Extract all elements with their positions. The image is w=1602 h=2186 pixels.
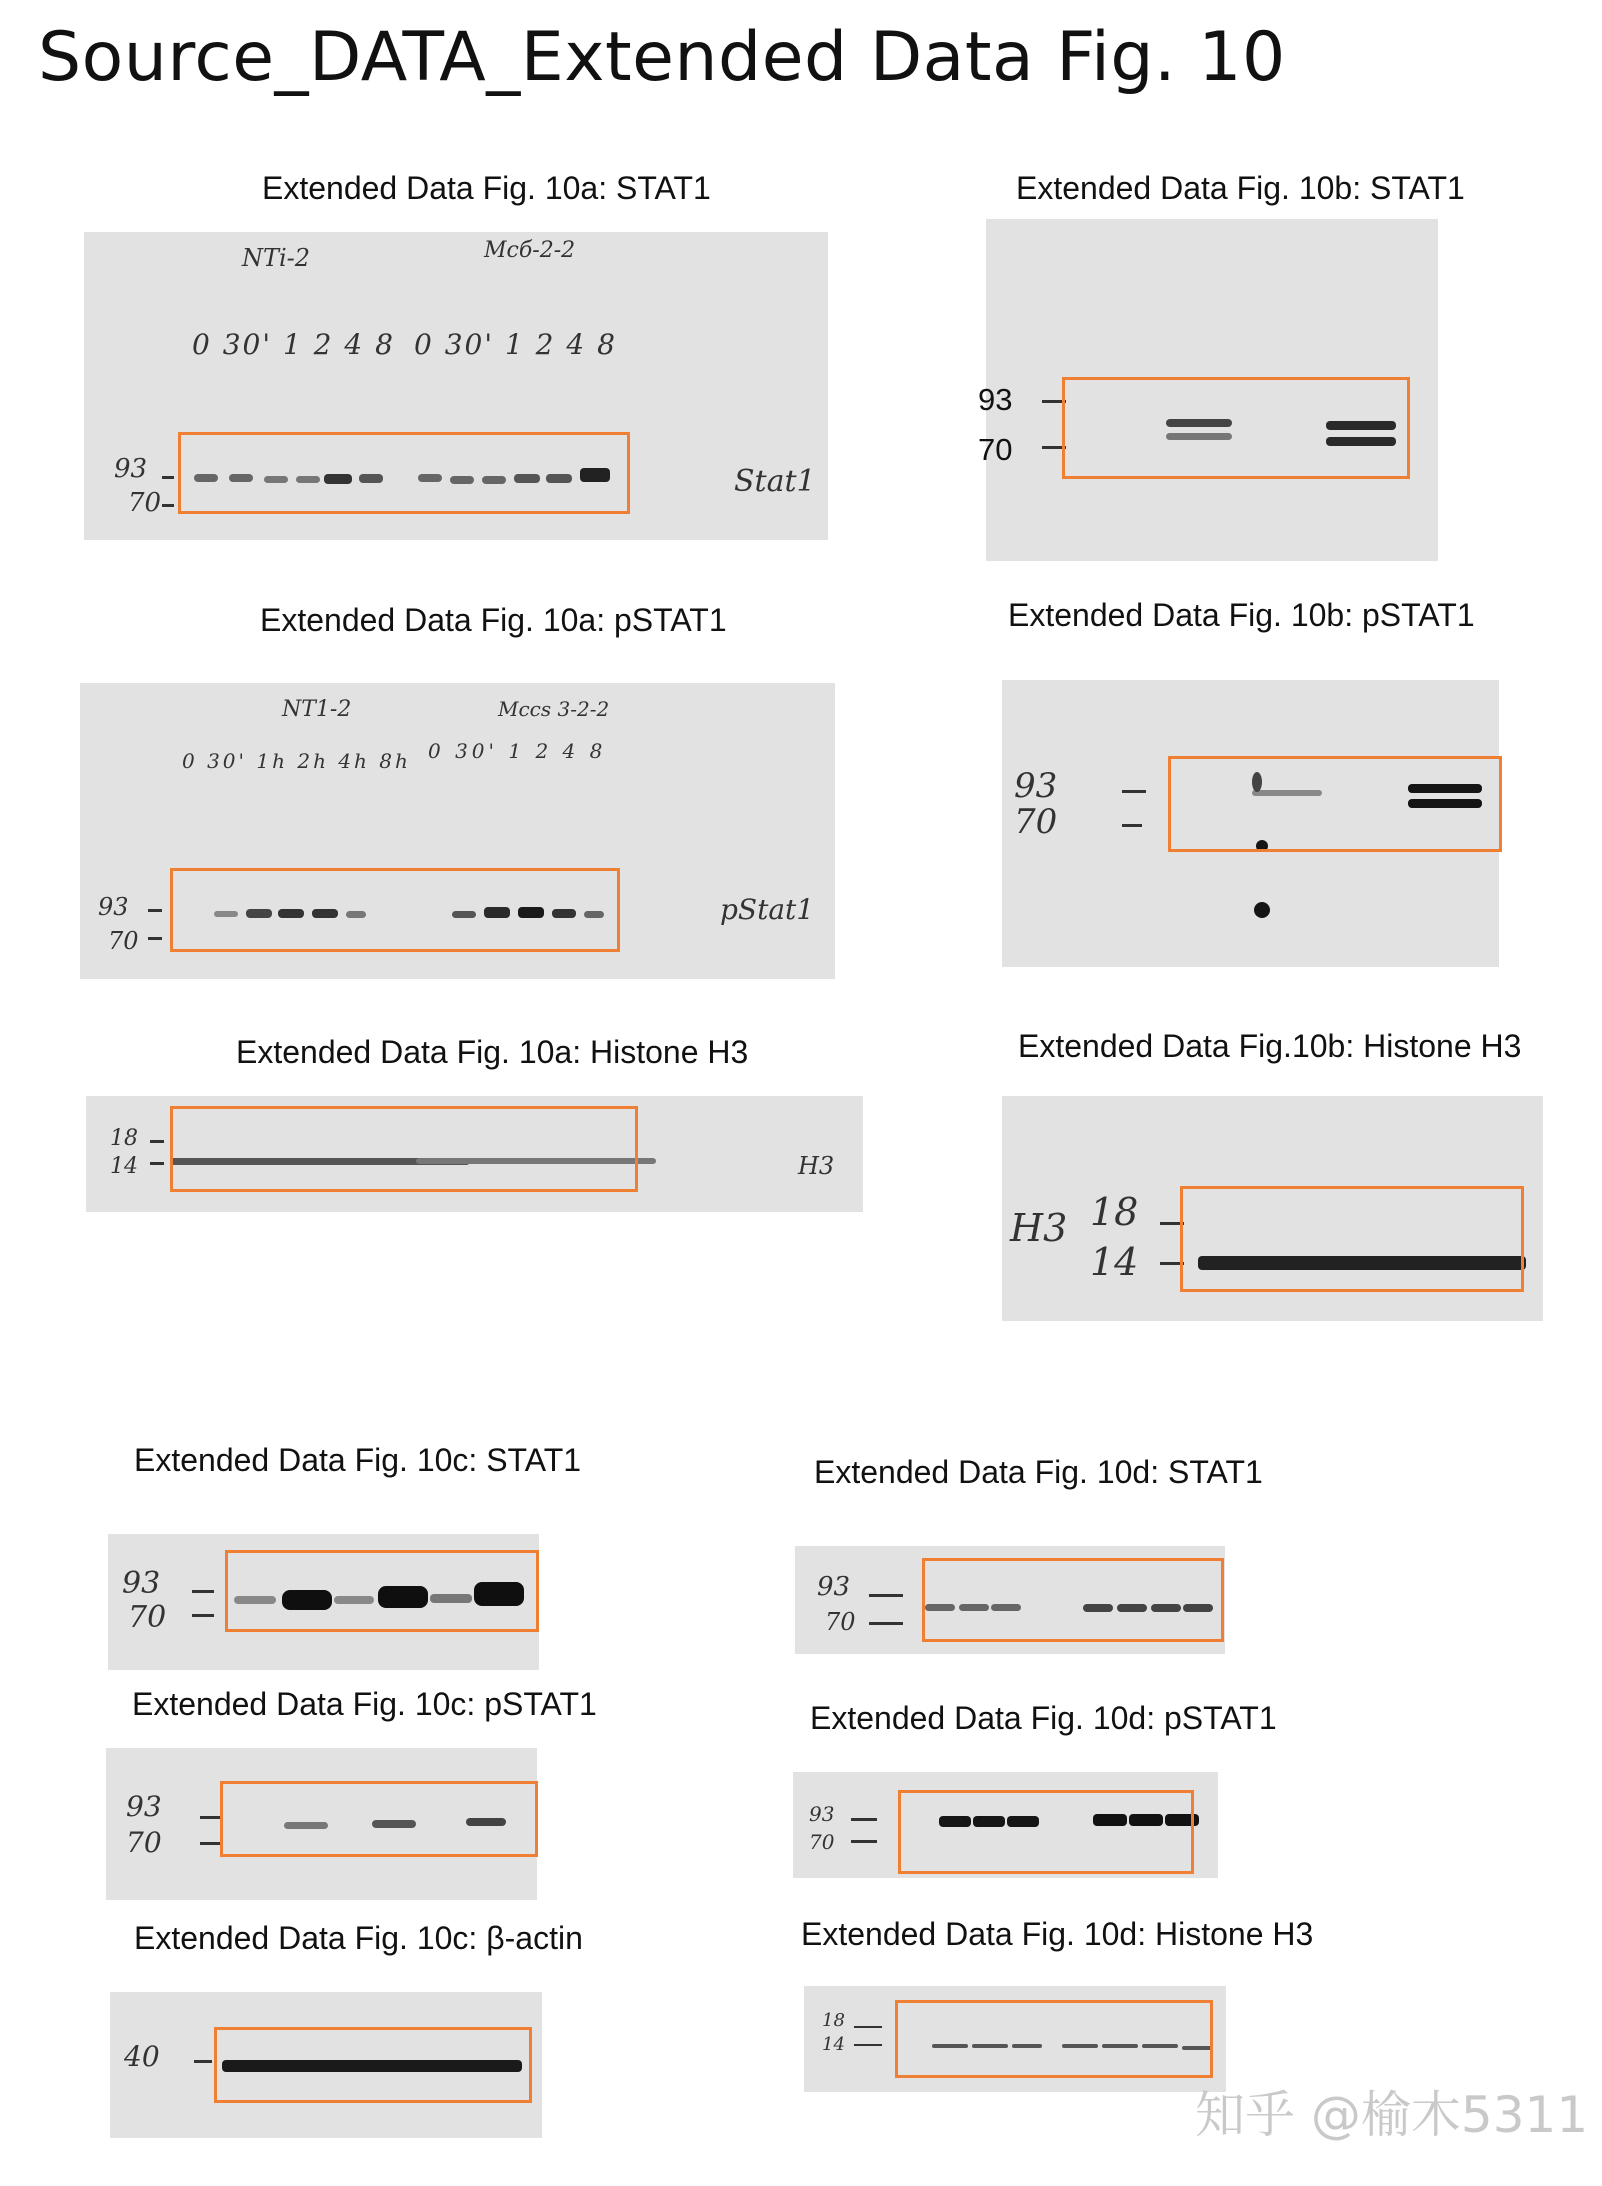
- mw-marker-70: 70: [978, 432, 1013, 467]
- artifact-spot: [1254, 902, 1270, 918]
- mw-marker-18: 18: [1090, 1190, 1139, 1234]
- blot-label: H3: [798, 1152, 835, 1180]
- highlight-box: [1180, 1186, 1524, 1292]
- mw-tick: [851, 1840, 877, 1843]
- mw-marker-93: 93: [809, 1802, 835, 1826]
- mw-tick: [148, 909, 162, 912]
- mw-tick: [192, 1590, 214, 1593]
- caption-10c-stat1: Extended Data Fig. 10c: STAT1: [134, 1442, 582, 1478]
- highlight-box: [895, 2000, 1213, 2078]
- lane-labels-1: 0 30' 1 2 4 8: [192, 328, 395, 361]
- caption-10a-h3: Extended Data Fig. 10a: Histone H3: [236, 1034, 749, 1070]
- group-label-2: Mcсs 3-2-2: [498, 697, 610, 721]
- mw-tick: [851, 1818, 877, 1821]
- caption-10a-pstat1: Extended Data Fig. 10a: pSTAT1: [260, 602, 727, 638]
- highlight-box: [922, 1558, 1224, 1642]
- mw-marker-14: 14: [822, 2034, 845, 2055]
- mw-marker-70: 70: [126, 1826, 162, 1859]
- mw-marker-14: 14: [110, 1154, 138, 1179]
- highlight-box: [1062, 377, 1410, 479]
- mw-marker-93: 93: [1014, 766, 1058, 806]
- mw-tick: [148, 937, 162, 940]
- mw-marker-93: 93: [978, 382, 1013, 417]
- blot-label: H3: [1010, 1206, 1068, 1250]
- mw-tick: [162, 476, 174, 479]
- mw-tick: [869, 1594, 903, 1597]
- caption-10c-actin: Extended Data Fig. 10c: β-actin: [134, 1920, 583, 1956]
- caption-10d-pstat1: Extended Data Fig. 10d: pSTAT1: [810, 1700, 1277, 1736]
- mw-marker-93: 93: [817, 1572, 851, 1602]
- blot-label: Stat1: [734, 464, 816, 499]
- page-title: Source_DATA_Extended Data Fig. 10: [38, 18, 1286, 97]
- mw-marker-70: 70: [825, 1608, 856, 1636]
- mw-marker-93: 93: [114, 454, 148, 484]
- group-label-1: NT1-2: [282, 697, 352, 722]
- highlight-box: [898, 1790, 1194, 1874]
- highlight-box: [178, 432, 630, 514]
- caption-10b-h3: Extended Data Fig.10b: Histone H3: [1018, 1028, 1522, 1064]
- blot-label: pStat1: [720, 893, 815, 926]
- caption-10b-stat1: Extended Data Fig. 10b: STAT1: [1016, 170, 1465, 206]
- caption-10d-h3: Extended Data Fig. 10d: Histone H3: [801, 1916, 1314, 1952]
- mw-tick: [192, 1614, 214, 1617]
- mw-marker-93: 93: [122, 1566, 161, 1601]
- highlight-box: [220, 1781, 538, 1857]
- mw-tick: [854, 2044, 882, 2046]
- group-label-1: NTi-2: [242, 244, 311, 272]
- mw-marker-70: 70: [128, 488, 162, 518]
- mw-marker-70: 70: [809, 1830, 835, 1854]
- lane-labels-1: 0 30' 1h 2h 4h 8h: [182, 749, 411, 773]
- mw-tick: [150, 1140, 164, 1143]
- mw-marker-18: 18: [822, 2010, 845, 2031]
- mw-tick: [869, 1622, 903, 1625]
- mw-marker-93: 93: [126, 1790, 162, 1823]
- mw-tick: [1122, 824, 1142, 827]
- mw-marker-70: 70: [128, 1600, 167, 1635]
- mw-tick: [200, 1842, 220, 1845]
- lane-labels-2: 0 30' 1 2 4 8: [428, 739, 607, 763]
- lane-labels-2: 0 30' 1 2 4 8: [414, 328, 617, 361]
- mw-marker-40: 40: [124, 2040, 160, 2073]
- group-label-2: Mсб-2-2: [484, 238, 576, 263]
- mw-tick: [150, 1162, 164, 1165]
- mw-marker-93: 93: [98, 893, 129, 921]
- mw-tick: [162, 504, 174, 507]
- caption-10c-pstat1: Extended Data Fig. 10c: pSTAT1: [132, 1686, 597, 1722]
- highlight-box: [214, 2027, 532, 2103]
- mw-tick: [194, 2060, 212, 2063]
- mw-marker-18: 18: [110, 1126, 138, 1151]
- mw-tick: [854, 2026, 882, 2028]
- caption-10d-stat1: Extended Data Fig. 10d: STAT1: [814, 1454, 1263, 1490]
- highlight-box: [1168, 756, 1502, 852]
- highlight-box: [170, 1106, 638, 1192]
- mw-marker-70: 70: [1014, 802, 1058, 842]
- caption-10b-pstat1: Extended Data Fig. 10b: pSTAT1: [1008, 597, 1475, 633]
- mw-tick: [1122, 790, 1146, 793]
- mw-tick: [200, 1816, 220, 1819]
- mw-marker-14: 14: [1090, 1240, 1139, 1284]
- mw-marker-70: 70: [108, 927, 139, 955]
- highlight-box: [225, 1550, 539, 1632]
- highlight-box: [170, 868, 620, 952]
- watermark: 知乎 @榆木5311: [1195, 2086, 1589, 2144]
- caption-10a-stat1: Extended Data Fig. 10a: STAT1: [262, 170, 711, 206]
